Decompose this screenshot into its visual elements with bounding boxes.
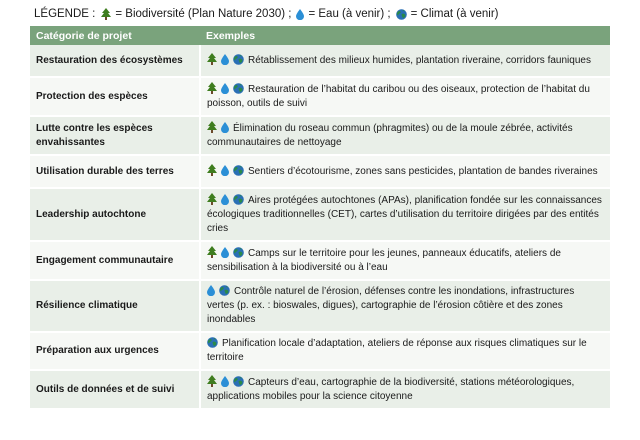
table-row bbox=[30, 188, 610, 241]
globe-icon bbox=[207, 337, 218, 348]
table-row bbox=[30, 155, 610, 188]
row-examples bbox=[200, 370, 610, 409]
row-category: Lutte contre les espèces envahissantes bbox=[30, 116, 200, 155]
row-category: Outils de données et de suivi bbox=[30, 370, 200, 409]
water-drop-icon bbox=[221, 165, 229, 176]
globe-icon bbox=[233, 54, 244, 65]
row-examples-text: Sentiers d’écotourisme, zones sans pesticides, plantation de bandes riveraines bbox=[248, 166, 598, 177]
globe-icon bbox=[233, 83, 244, 94]
row-examples bbox=[200, 280, 610, 332]
tree-icon bbox=[207, 121, 217, 133]
globe-icon bbox=[233, 194, 244, 205]
row-examples bbox=[200, 45, 610, 77]
row-category: Engagement communautaire bbox=[30, 241, 200, 280]
tree-icon bbox=[101, 8, 111, 20]
header-examples: Exemples bbox=[200, 26, 610, 45]
water-drop-icon bbox=[221, 247, 229, 258]
row-examples bbox=[200, 332, 610, 370]
water-drop-icon bbox=[221, 54, 229, 65]
row-category: Leadership autochtone bbox=[30, 188, 200, 241]
row-examples-text: Planification locale d’adaptation, ateliers de réponse aux risques climatiques sur le territoire bbox=[207, 338, 587, 363]
water-drop-icon bbox=[221, 83, 229, 94]
globe-icon bbox=[219, 285, 230, 296]
row-examples bbox=[200, 188, 610, 241]
tree-icon bbox=[207, 164, 217, 176]
row-category: Résilience climatique bbox=[30, 280, 200, 332]
header-category: Catégorie de projet bbox=[30, 26, 200, 45]
row-category: Utilisation durable des terres bbox=[30, 155, 200, 188]
tree-icon bbox=[207, 82, 217, 94]
water-drop-icon bbox=[221, 194, 229, 205]
table-body bbox=[30, 45, 610, 409]
row-examples-text: Rétablissement des milieux humides, plantation riveraine, corridors fauniques bbox=[248, 55, 591, 66]
legend-climate-text: = Climat (à venir) bbox=[410, 8, 499, 20]
water-drop-icon bbox=[296, 9, 304, 20]
globe-icon bbox=[233, 376, 244, 387]
row-examples-text: Aires protégées autochtones (APAs), planification fondée sur les connaissances écologiques traditionnelles (CET), cartes d’utilisation du territoire dirigées par des entités cries bbox=[207, 195, 602, 234]
row-examples bbox=[200, 77, 610, 116]
table-row bbox=[30, 77, 610, 116]
globe-icon bbox=[233, 247, 244, 258]
legend-label: LÉGENDE : bbox=[34, 8, 96, 20]
legend-biodiversity-text: = Biodiversité (Plan Nature 2030) ; bbox=[115, 8, 292, 20]
row-examples bbox=[200, 241, 610, 280]
water-drop-icon bbox=[221, 122, 229, 133]
water-drop-icon bbox=[207, 285, 215, 296]
row-category: Restauration des écosystèmes bbox=[30, 45, 200, 77]
tree-icon bbox=[207, 193, 217, 205]
table-row bbox=[30, 332, 610, 370]
table-row bbox=[30, 241, 610, 280]
legend-water-text: = Eau (à venir) ; bbox=[308, 8, 391, 20]
legend bbox=[34, 6, 501, 22]
table-row bbox=[30, 280, 610, 332]
table-row bbox=[30, 45, 610, 77]
row-examples bbox=[200, 155, 610, 188]
row-examples-text: Camps sur le territoire pour les jeunes, panneaux éducatifs, ateliers de sensibilisation à la biodiversité ou à l’eau bbox=[207, 248, 561, 273]
table-row bbox=[30, 370, 610, 409]
row-examples bbox=[200, 116, 610, 155]
tree-icon bbox=[207, 53, 217, 65]
row-examples-text: Élimination du roseau commun (phragmites) ou de la moule zébrée, activités communautaires de nettoyage bbox=[207, 123, 573, 148]
row-examples-text: Restauration de l’habitat du caribou ou des oiseaux, protection de l’habitat du poisson, outils de suivi bbox=[207, 84, 590, 109]
row-category: Préparation aux urgences bbox=[30, 332, 200, 370]
project-category-table bbox=[30, 26, 610, 410]
table-row bbox=[30, 116, 610, 155]
row-category: Protection des espèces bbox=[30, 77, 200, 116]
tree-icon bbox=[207, 375, 217, 387]
globe-icon bbox=[233, 165, 244, 176]
row-examples-text: Contrôle naturel de l’érosion, défenses contre les inondations, infrastructures vertes (p. ex. : bioswales, digues), cartographie de l’érosion côtière et des zones inondables bbox=[207, 286, 575, 325]
globe-icon bbox=[396, 9, 407, 20]
table-header-row bbox=[30, 26, 610, 45]
row-examples-text: Capteurs d’eau, cartographie de la biodiversité, stations météorologiques, applications mobiles pour la science citoyenne bbox=[207, 377, 575, 402]
water-drop-icon bbox=[221, 376, 229, 387]
tree-icon bbox=[207, 246, 217, 258]
